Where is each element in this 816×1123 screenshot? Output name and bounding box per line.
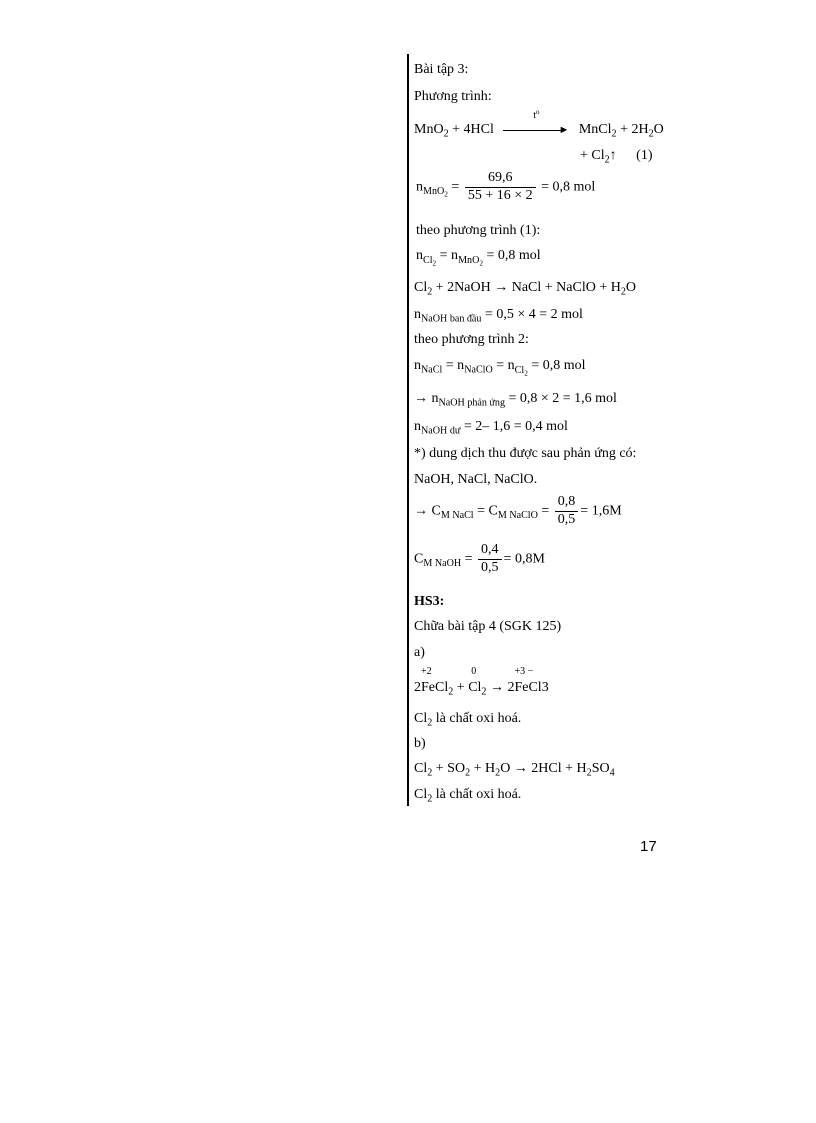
theo-phuong-trinh-1: theo phương trình (1):	[416, 223, 541, 238]
fraction: $\frac{69,6}{55 + 16 \times 2}$	[465, 170, 536, 205]
part-a-label: a)	[414, 645, 425, 660]
oxidizer-note-b: $Cl_2$ là chất oxi hoá.	[414, 787, 522, 805]
equation-number: (1)	[636, 148, 653, 163]
n-nacl-line: $n_{NaCl} = n_{NaClO} = n_{Cl_2} = 0,8$ mol	[414, 358, 586, 378]
oxidizer-note-a: $Cl_2$ là chất oxi hoá.	[414, 711, 522, 729]
heat-arrow: $t^o$ ►	[503, 123, 569, 137]
column-rule	[407, 54, 409, 806]
equation-a: 2 +2 FeCl$_2$ + 0 $Cl_2 \to 2$ +3 − FeCl3	[414, 666, 549, 698]
oxidation-state: 0	[471, 666, 477, 677]
n-naoh-reacted: → $n_{NaOH phản ứng} = 0,8 \times 2 = 1,6$ mol	[414, 391, 617, 409]
n-mno2-calc: $n_{MnO_2}$ = $\frac{69,6}{55 + 16 \times 2}$ = 0,8 mol	[416, 170, 596, 203]
chua-bai-line: Chữa bài tập 4 (SGK 125)	[414, 619, 562, 634]
fraction: $\frac{0,8}{0,5}$	[555, 494, 579, 529]
equation-b: $Cl_2 + SO_2 + H_2O \to 2HCl + H_2SO_4$	[414, 761, 615, 779]
oxidation-state: +3 −	[514, 666, 534, 677]
oxidation-state: +2	[421, 666, 432, 677]
equation-label: Phương trình:	[414, 89, 492, 104]
fraction: $\frac{0,4}{0,5}$	[478, 542, 502, 577]
dung-dich-line: *) dung dịch thu được sau phản ứng có:	[414, 446, 637, 461]
n-cl2-line: $n_{Cl_2} = n_{MnO_2} = 0,8$ mol	[416, 248, 541, 268]
n-naoh-initial: $n_{NaOH ban đầu} = 0,5 \times 4 = 2$ mol	[414, 307, 583, 325]
equation-1-gas: + $Cl_2↑$ (1)	[580, 148, 653, 166]
part-b-label: b)	[414, 736, 426, 751]
cm-naoh-line: $C_{M NaOH}$ = $\frac{0,4}{0,5}$ = 0,8M	[414, 542, 545, 575]
cm-nacl-line: → $C_{M NaCl} = C_{M NaClO}$ = $\frac{0,8}{0,5}$ = 1,6M	[414, 494, 622, 527]
page-number: 17	[640, 838, 657, 855]
equation-2: $Cl_2$ + 2NaOH → NaCl + NaClO + $H_2O$	[414, 280, 637, 298]
equation-1: MnO$_2$ + 4HCl $t^o$ ► MnCl$_2$ + $2H_2O$	[414, 107, 664, 140]
exercise-title: Bài tập 3:	[414, 62, 469, 77]
n-naoh-excess: $n_{NaOH dư} = 2-$ 1,6 = 0,4 mol	[414, 419, 568, 437]
hs3-heading: HS3:	[414, 594, 445, 609]
products-line: NaOH, NaCl, NaClO.	[414, 472, 538, 487]
theo-phuong-trinh-2: theo phương trình 2:	[414, 332, 529, 347]
